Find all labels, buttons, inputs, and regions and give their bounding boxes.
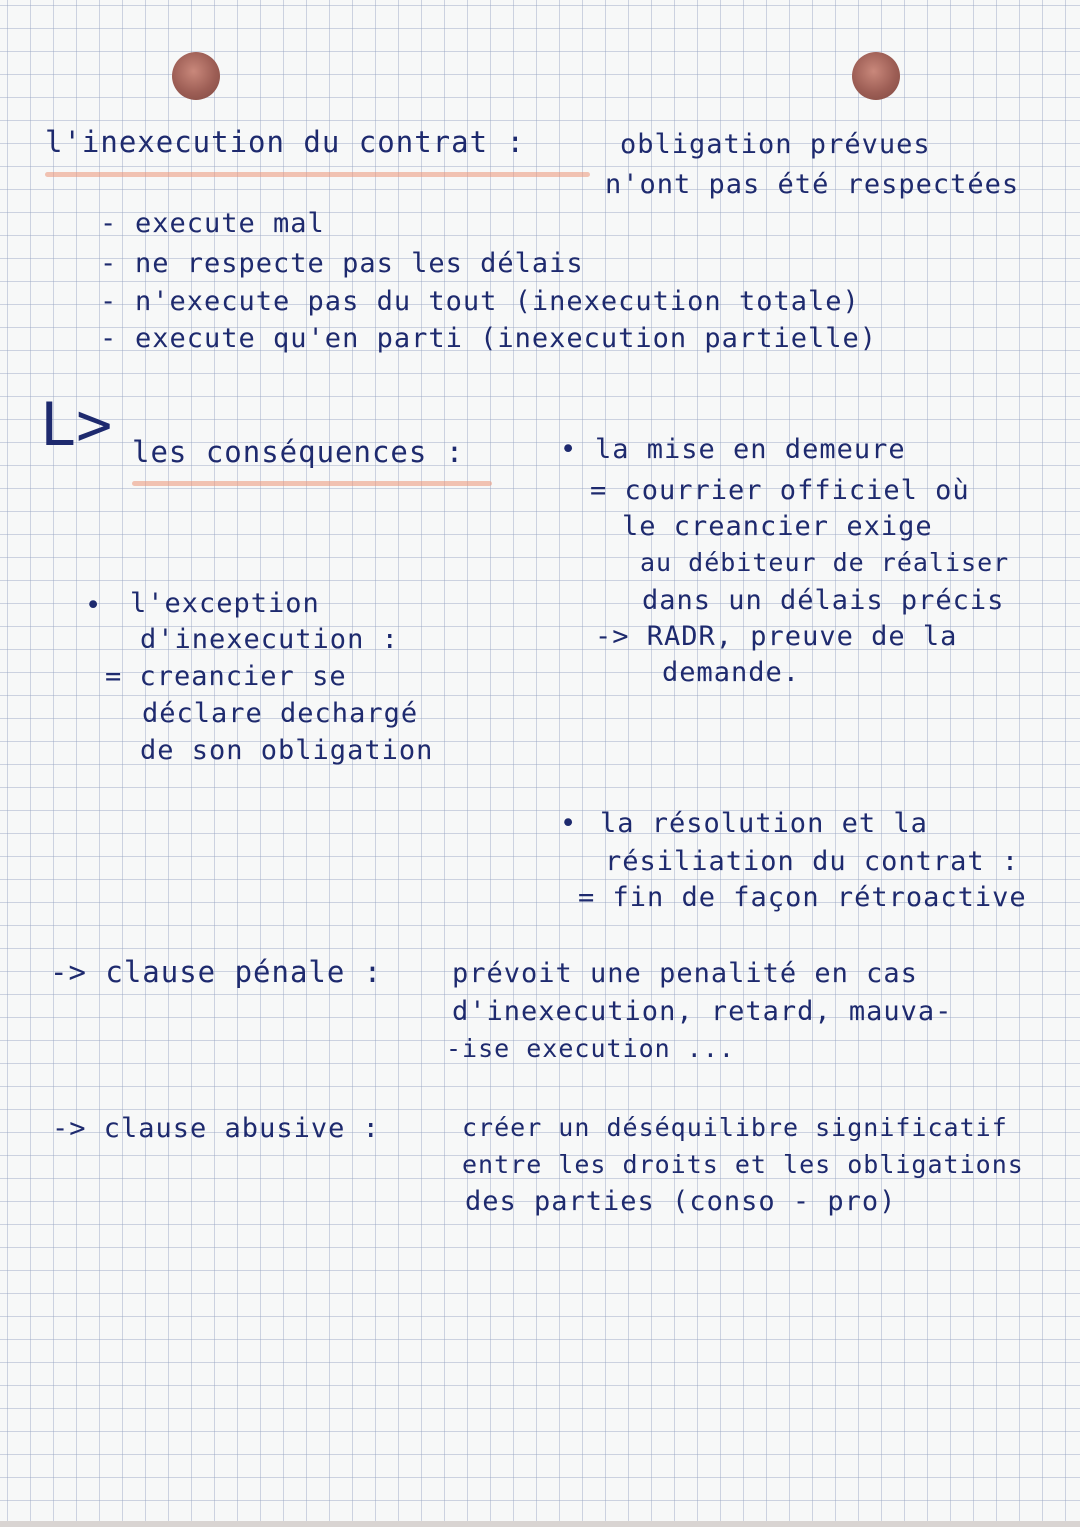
title-highlight	[45, 172, 590, 177]
case-item: n'execute pas du tout (inexecution totale)	[135, 286, 860, 317]
binder-hole-right	[852, 52, 900, 100]
clause-abusive-line: créer un déséquilibre significatif	[462, 1113, 1008, 1142]
mise-en-demeure-line: dans un délais précis	[642, 585, 1005, 616]
case-dash: -	[100, 208, 118, 239]
clause-penale-label: -> clause pénale :	[50, 955, 383, 989]
page-title: l'inexecution du contrat :	[45, 125, 525, 159]
mise-en-demeure-line: au débiteur de réaliser	[640, 548, 1010, 577]
mise-en-demeure-line: demande.	[662, 657, 801, 688]
clause-abusive-line: des parties (conso - pro)	[465, 1186, 897, 1217]
case-dash: -	[100, 248, 118, 279]
case-item: execute qu'en parti (inexecution partielle)	[135, 323, 877, 354]
consequences-highlight	[132, 481, 492, 486]
binder-hole-left	[172, 52, 220, 100]
clause-abusive-label: -> clause abusive :	[52, 1113, 380, 1144]
exception-line: = creancier se	[105, 661, 347, 692]
case-dash: -	[100, 323, 118, 354]
bullet: •	[560, 808, 578, 839]
exception-title-line: d'inexecution :	[140, 624, 399, 655]
bullet: •	[560, 434, 578, 465]
mise-en-demeure-line: = courrier officiel où	[590, 475, 970, 506]
exception-title-line: l'exception	[130, 588, 320, 619]
consequences-arrow: L>	[40, 390, 113, 460]
title-definition-line-1: obligation prévues	[620, 129, 931, 160]
case-item: ne respecte pas les délais	[135, 248, 584, 279]
clause-penale-line: prévoit une penalité en cas	[452, 958, 918, 989]
exception-line: déclare dechargé	[142, 698, 419, 729]
clause-abusive-line: entre les droits et les obligations	[462, 1150, 1024, 1179]
bullet: •	[85, 590, 103, 621]
mise-en-demeure-line: -> RADR, preuve de la	[595, 621, 958, 652]
case-item: execute mal	[135, 208, 325, 239]
exception-line: de son obligation	[140, 735, 434, 766]
mise-en-demeure-line: le creancier exige	[622, 511, 933, 542]
page-bottom-edge	[0, 1521, 1080, 1527]
mise-en-demeure-title: la mise en demeure	[595, 434, 906, 465]
clause-penale-line: d'inexecution, retard, mauva-	[452, 996, 953, 1027]
resolution-line: = fin de façon rétroactive	[578, 882, 1027, 913]
resolution-line: la résolution et la	[600, 808, 928, 839]
clause-penale-line: -ise execution ...	[446, 1034, 735, 1063]
consequences-label: les conséquences :	[132, 435, 465, 469]
case-dash: -	[100, 286, 118, 317]
title-definition-line-2: n'ont pas été respectées	[605, 169, 1020, 200]
resolution-line: résiliation du contrat :	[605, 846, 1020, 877]
